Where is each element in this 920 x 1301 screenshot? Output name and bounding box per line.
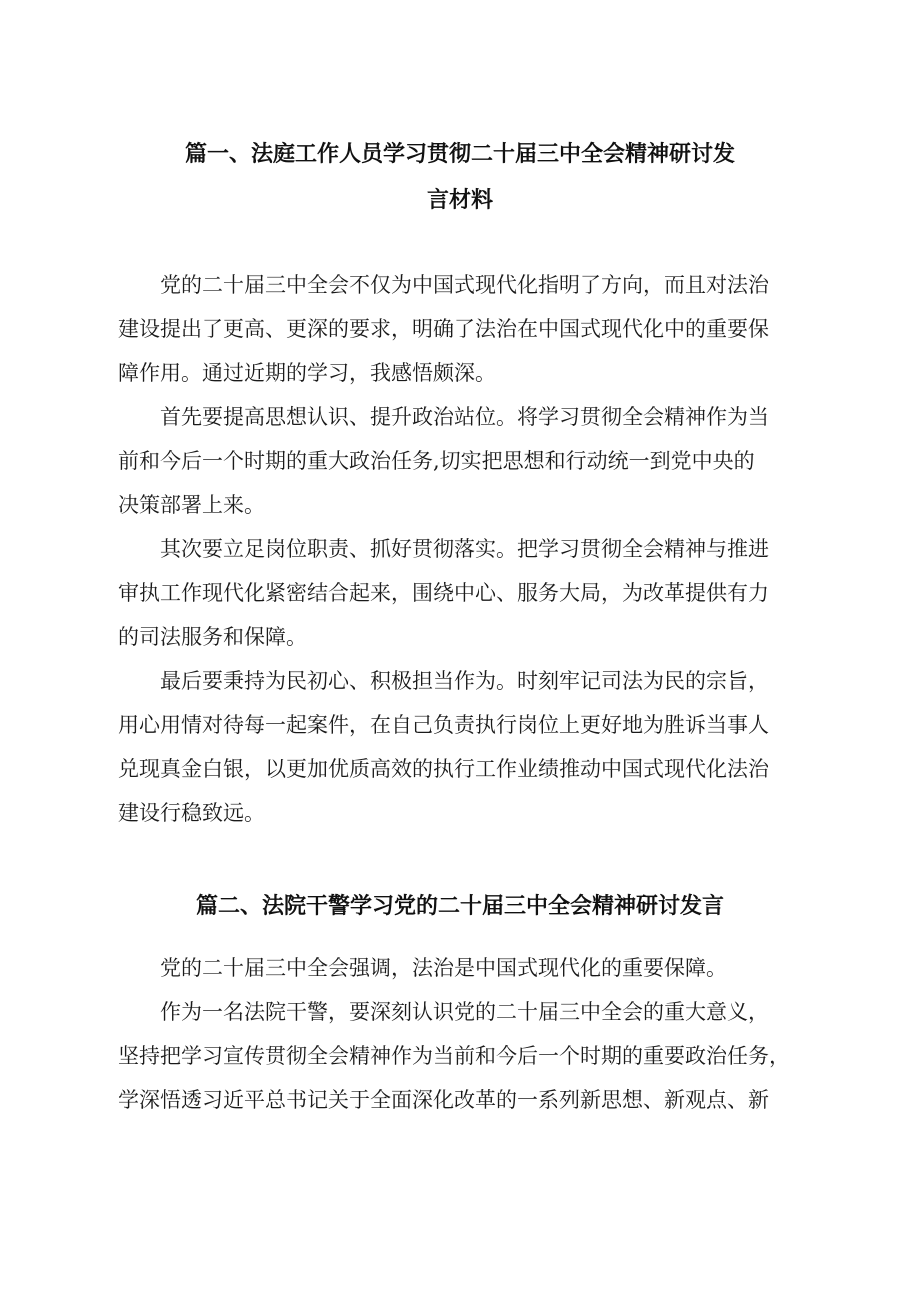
paragraph-line: 的司法服务和保障。 xyxy=(118,625,307,649)
paragraph-line: 决策部署上来。 xyxy=(118,493,265,517)
paragraph-line: 首先要提高思想认识、提升政治站位。将学习贯彻全会精神作为当 xyxy=(160,405,769,429)
paragraph-line: 坚持把学习宣传贯彻全会精神作为当前和今后一个时期的重要政治任务， xyxy=(118,1044,790,1068)
paragraph-line: 障作用。通过近期的学习，我感悟颇深。 xyxy=(118,361,496,385)
section1-title-continued: 言材料 xyxy=(426,188,493,213)
paragraph-line: 兑现真金白银，以更加优质高效的执行工作业绩推动中国式现代化法治 xyxy=(118,757,769,781)
paragraph-line: 党的二十届三中全会强调，法治是中国式现代化的重要保障。 xyxy=(160,956,727,980)
paragraph-line: 党的二十届三中全会不仅为中国式现代化指明了方向，而且对法治 xyxy=(160,273,769,297)
paragraph-line: 作为一名法院干警，要深刻认识党的二十届三中全会的重大意义， xyxy=(160,1000,769,1024)
section1-title: 篇一、法庭工作人员学习贯彻二十届三中全会精神研讨发 xyxy=(184,142,735,167)
paragraph-line: 学深悟透习近平总书记关于全面深化改革的一系列新思想、新观点、新 xyxy=(118,1088,769,1112)
paragraph-line: 审执工作现代化紧密结合起来，围绕中心、服务大局，为改革提供有力 xyxy=(118,581,769,605)
paragraph-line: 建设行稳致远。 xyxy=(118,801,265,825)
paragraph-line: 其次要立足岗位职责、抓好贯彻落实。把学习贯彻全会精神与推进 xyxy=(160,537,769,561)
paragraph-line: 前和今后一个时期的重大政治任务,切实把思想和行动统一到党中央的 xyxy=(118,449,755,473)
paragraph-line: 建设提出了更高、更深的要求，明确了法治在中国式现代化中的重要保 xyxy=(118,317,769,341)
paragraph-line: 用心用情对待每一起案件，在自己负责执行岗位上更好地为胜诉当事人 xyxy=(118,713,769,737)
paragraph-line: 最后要秉持为民初心、积极担当作为。时刻牢记司法为民的宗旨， xyxy=(160,669,769,693)
section2-title: 篇二、法院干警学习党的二十届三中全会精神研讨发言 xyxy=(195,894,724,919)
